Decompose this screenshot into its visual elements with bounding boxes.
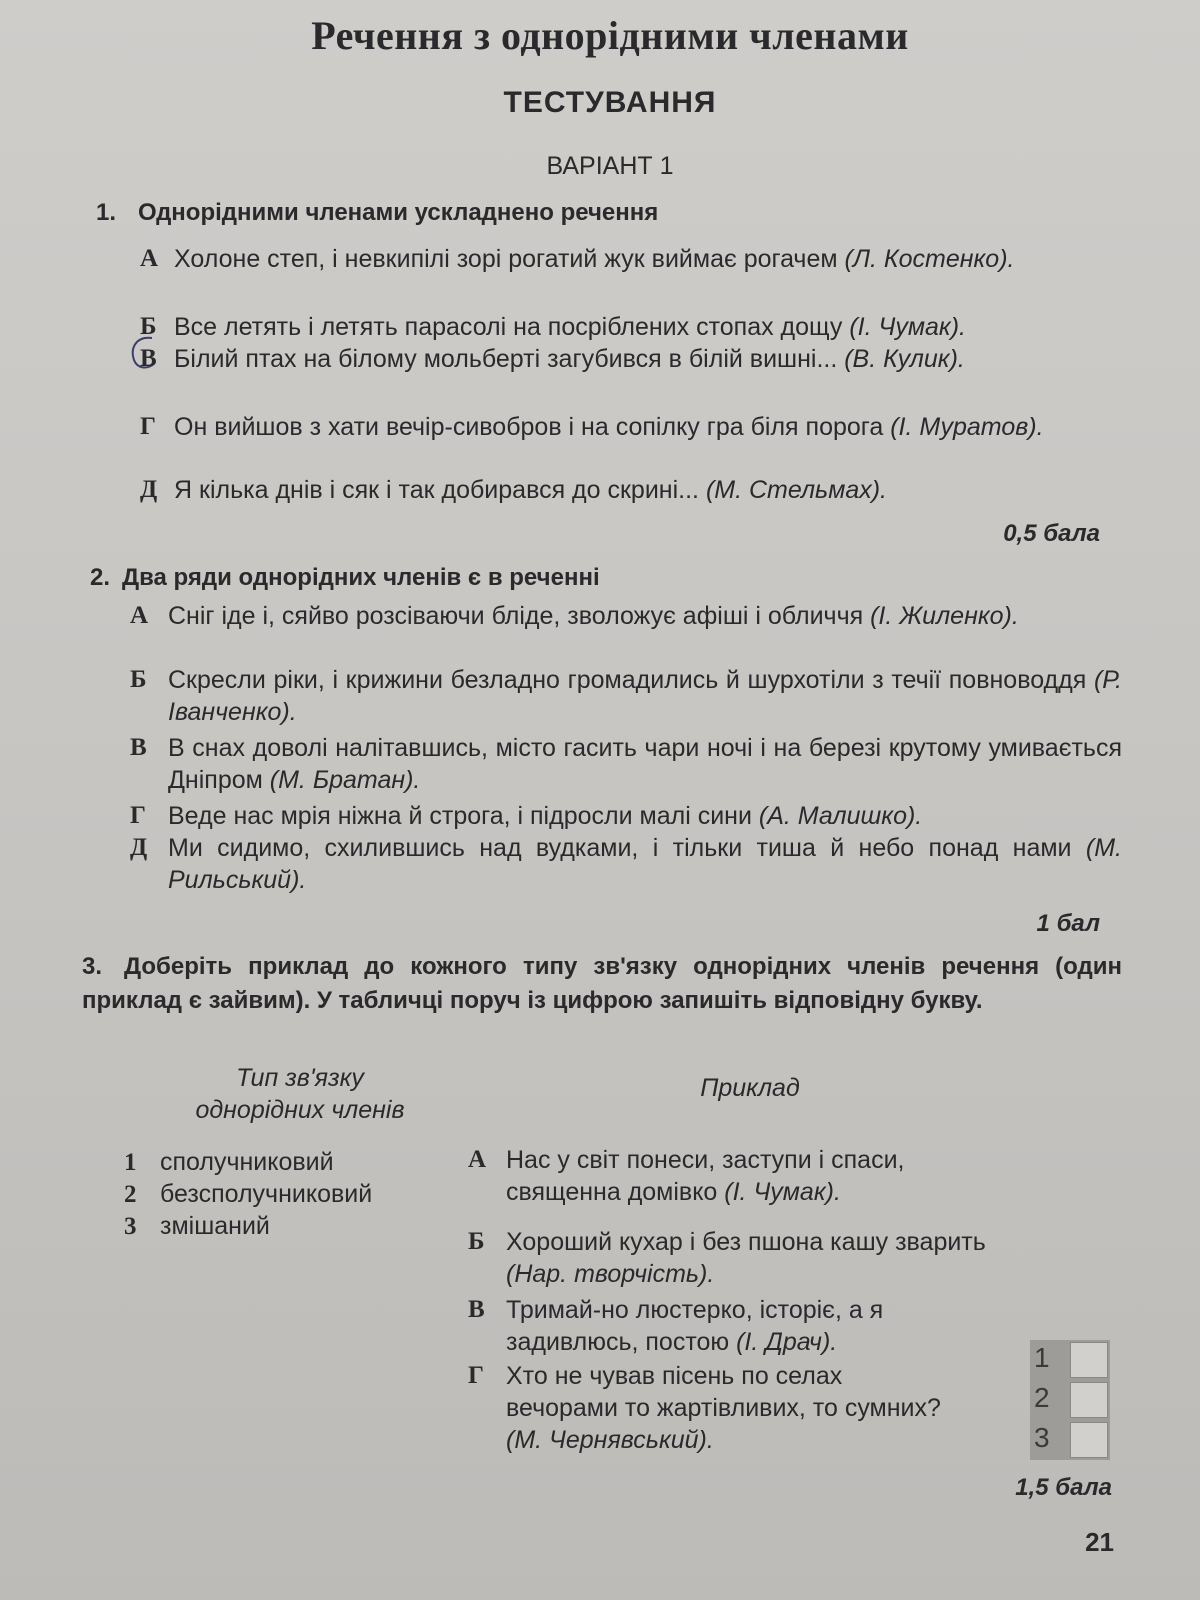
variant-heading: ВАРІАНТ 1	[546, 152, 674, 180]
q2-option-d	[130, 832, 1122, 896]
question-number: 2.	[90, 564, 111, 591]
q1-option-g	[140, 411, 1122, 443]
type-label: сполучниковий	[160, 1148, 334, 1176]
question-text: Однорідними членами ускладнено речення	[138, 199, 659, 226]
example-author: (І. Чумак).	[724, 1178, 841, 1206]
section-subtitle: ТЕСТУВАННЯ	[503, 86, 717, 119]
option-letter: Д	[130, 834, 148, 861]
example-letter: В	[468, 1296, 485, 1323]
q3-example-a	[468, 1144, 1016, 1208]
example-column-header: Приклад	[700, 1074, 800, 1102]
q3-example-g	[468, 1360, 958, 1456]
type-number: 2	[124, 1181, 137, 1208]
type-column-header	[150, 1062, 450, 1126]
example-sentence: Тримай-но люстерко, історіє, а я задивлюсь, постою	[506, 1296, 884, 1356]
option-text	[130, 800, 1122, 832]
option-sentence: Все летять і летять парасолі на посріблених стопах дощу	[174, 313, 843, 341]
type-number: 3	[124, 1213, 137, 1240]
example-author: (І. Драч).	[736, 1328, 838, 1356]
option-author: (Л. Костенко).	[844, 245, 1015, 273]
option-letter: В	[140, 345, 157, 372]
answer-cell[interactable]	[1070, 1422, 1108, 1458]
answer-row-number: 2	[1034, 1382, 1050, 1413]
q1-option-v	[140, 343, 1122, 375]
example-author: (Нар. творчість).	[506, 1260, 715, 1288]
q1-points: 0,5 бала	[1003, 520, 1100, 547]
option-author: (М. Рильський).	[168, 834, 1122, 894]
example-text	[468, 1226, 1016, 1290]
example-letter: Г	[468, 1362, 484, 1389]
option-sentence: Білий птах на білому мольберті загубився в білій вишні...	[174, 345, 838, 373]
q3-example-b	[468, 1226, 1016, 1290]
example-letter: А	[468, 1146, 487, 1173]
example-sentence: Хороший кухар і без пшона кашу зварить	[506, 1228, 986, 1256]
option-sentence: Веде нас мрія ніжна й строга, і підросли малі сини	[168, 802, 752, 830]
answer-cell[interactable]	[1070, 1382, 1108, 1418]
answer-row-1	[1030, 1340, 1110, 1380]
answer-row-number: 3	[1034, 1422, 1050, 1453]
option-sentence: Он вийшов з хати вечір-сивобров і на сопілку гра біля порога	[174, 413, 884, 441]
option-letter: Б	[140, 313, 157, 340]
option-sentence: Ми сидимо, схилившись над вудками, і тільки тиша й небо понад нами	[168, 834, 1072, 862]
option-author: (Р. Іванченко).	[168, 666, 1122, 726]
question-3-prompt	[82, 950, 1122, 1018]
answer-row-number: 1	[1034, 1342, 1050, 1373]
option-sentence: Скресли ріки, і крижини безладно громадились й шурхотіли з течії повноводдя	[168, 666, 1087, 694]
q1-option-b	[140, 311, 1122, 343]
example-sentence: Хто не чував пісень по селах вечорами то жартівливих, то сумних?	[506, 1362, 941, 1422]
question-number: 3.	[82, 953, 103, 980]
option-letter: Б	[130, 666, 147, 693]
question-number: 1.	[96, 199, 117, 226]
option-text	[140, 311, 1122, 343]
option-text	[140, 474, 1122, 506]
answer-cell[interactable]	[1070, 1342, 1108, 1378]
q2-option-a	[130, 600, 1122, 632]
option-text	[130, 600, 1122, 632]
type-label: безсполучниковий	[160, 1180, 373, 1208]
option-sentence: В снах доволі налітавшись, місто гасить чари ночі і на березі крутому умивається Дніпром	[168, 734, 1122, 794]
answer-table	[1030, 1340, 1110, 1460]
option-text	[130, 664, 1122, 728]
type-item-1	[124, 1148, 334, 1177]
example-author: (М. Чернявський).	[506, 1426, 714, 1454]
option-letter: Г	[130, 802, 146, 829]
type-number: 1	[124, 1149, 137, 1176]
type-header-line-2: однорідних членів	[195, 1096, 405, 1124]
option-author: (М. Стельмах).	[705, 476, 888, 504]
example-sentence: Нас у світ понеси, заступи і спаси, священна домівко	[506, 1146, 905, 1206]
option-letter: Д	[140, 476, 158, 503]
q1-option-a	[140, 243, 1122, 275]
type-header-line-1: Тип зв'язку	[236, 1064, 364, 1092]
option-text	[140, 243, 1122, 275]
q2-option-b	[130, 664, 1122, 728]
question-text: Два ряди однорідних членів є в реченні	[122, 564, 600, 591]
page-title: Речення з однорідними членами	[311, 13, 909, 58]
page-number: 21	[1085, 1527, 1114, 1557]
q1-option-d	[140, 474, 1122, 506]
q2-points: 1 бал	[1036, 910, 1100, 937]
option-letter: Г	[140, 413, 156, 440]
q3-points: 1,5 бала	[1015, 1474, 1112, 1501]
question-text: Доберіть приклад до кожного типу зв'язку однорідних членів речення (один приклад є зайвим). У табличці поруч із цифрою запишіть відповідну букву.	[82, 953, 1122, 1014]
answer-row-2	[1030, 1380, 1110, 1420]
question-2-prompt	[90, 561, 600, 595]
option-sentence: Я кілька днів і сяк і так добирався до скрині...	[174, 476, 699, 504]
option-text	[130, 832, 1122, 896]
answer-row-3	[1030, 1420, 1110, 1460]
q3-example-v	[468, 1294, 1016, 1358]
option-text	[130, 732, 1122, 796]
option-author: (А. Малишко).	[758, 802, 923, 830]
option-text	[140, 343, 1122, 375]
q2-option-g	[130, 800, 1122, 832]
option-letter: А	[130, 602, 149, 629]
example-text	[468, 1360, 958, 1456]
option-author: (М. Братан).	[269, 766, 421, 794]
q2-option-v	[130, 732, 1122, 796]
option-letter: В	[130, 734, 147, 761]
type-item-2	[124, 1180, 372, 1209]
type-item-3	[124, 1212, 270, 1241]
type-label: змішаний	[160, 1212, 270, 1240]
option-sentence: Сніг іде і, сяйво розсіваючи бліде, зволожує афіші і обличчя	[168, 602, 864, 630]
option-author: (І. Чумак).	[849, 313, 966, 341]
option-author: (І. Жиленко).	[870, 602, 1019, 630]
option-sentence: Холоне степ, і невкипілі зорі рогатий жук виймає рогачем	[174, 245, 838, 273]
question-1-prompt	[96, 196, 658, 230]
example-text	[468, 1294, 1016, 1358]
example-text	[468, 1144, 1016, 1208]
option-text	[140, 411, 1122, 443]
option-author: (І. Муратов).	[890, 413, 1044, 441]
option-letter: А	[140, 245, 159, 272]
option-author: (В. Кулик).	[844, 345, 965, 373]
example-letter: Б	[468, 1228, 485, 1255]
